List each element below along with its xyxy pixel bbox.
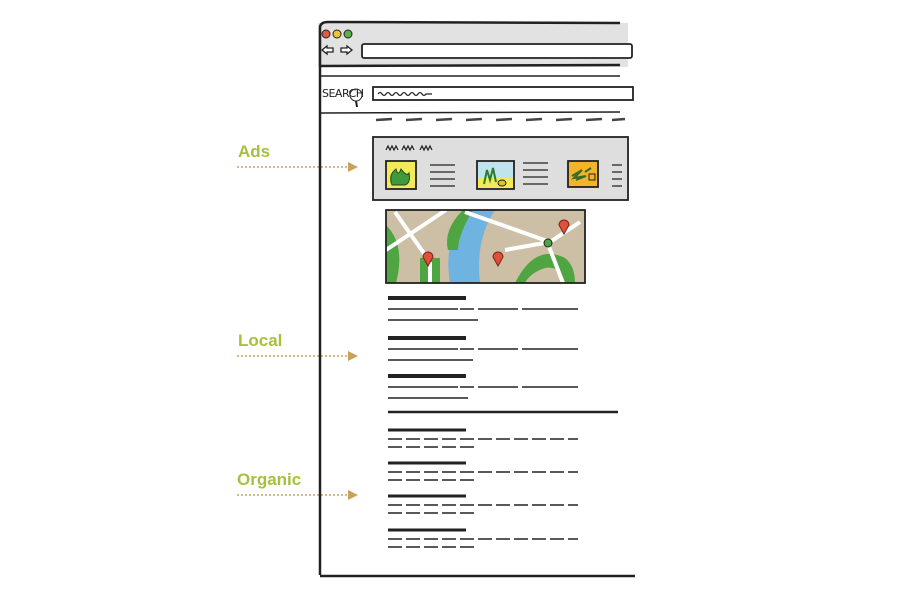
- list-item[interactable]: [388, 496, 578, 513]
- browser-window: [318, 22, 635, 576]
- address-bar[interactable]: [362, 44, 632, 58]
- maximize-button[interactable]: [344, 30, 352, 38]
- local-arrow: [237, 351, 358, 361]
- minimize-button[interactable]: [333, 30, 341, 38]
- list-item[interactable]: [388, 376, 578, 398]
- ads-arrow: [237, 162, 358, 172]
- list-item[interactable]: [388, 463, 578, 480]
- local-map[interactable]: [386, 210, 585, 283]
- search-label: SEARCH: [322, 87, 364, 100]
- search-input[interactable]: [373, 87, 633, 100]
- nav-dashes: [376, 119, 625, 120]
- list-item[interactable]: [388, 338, 578, 360]
- list-item[interactable]: [388, 430, 578, 447]
- list-item[interactable]: [388, 530, 578, 547]
- local-label: Local: [238, 331, 283, 350]
- organic-results: [388, 430, 578, 547]
- close-button[interactable]: [322, 30, 330, 38]
- organic-label: Organic: [237, 470, 302, 489]
- organic-arrow: [237, 490, 358, 500]
- ads-section: [373, 137, 628, 200]
- ads-label: Ads: [238, 142, 271, 161]
- local-listings: [388, 298, 618, 412]
- list-item[interactable]: [388, 298, 578, 320]
